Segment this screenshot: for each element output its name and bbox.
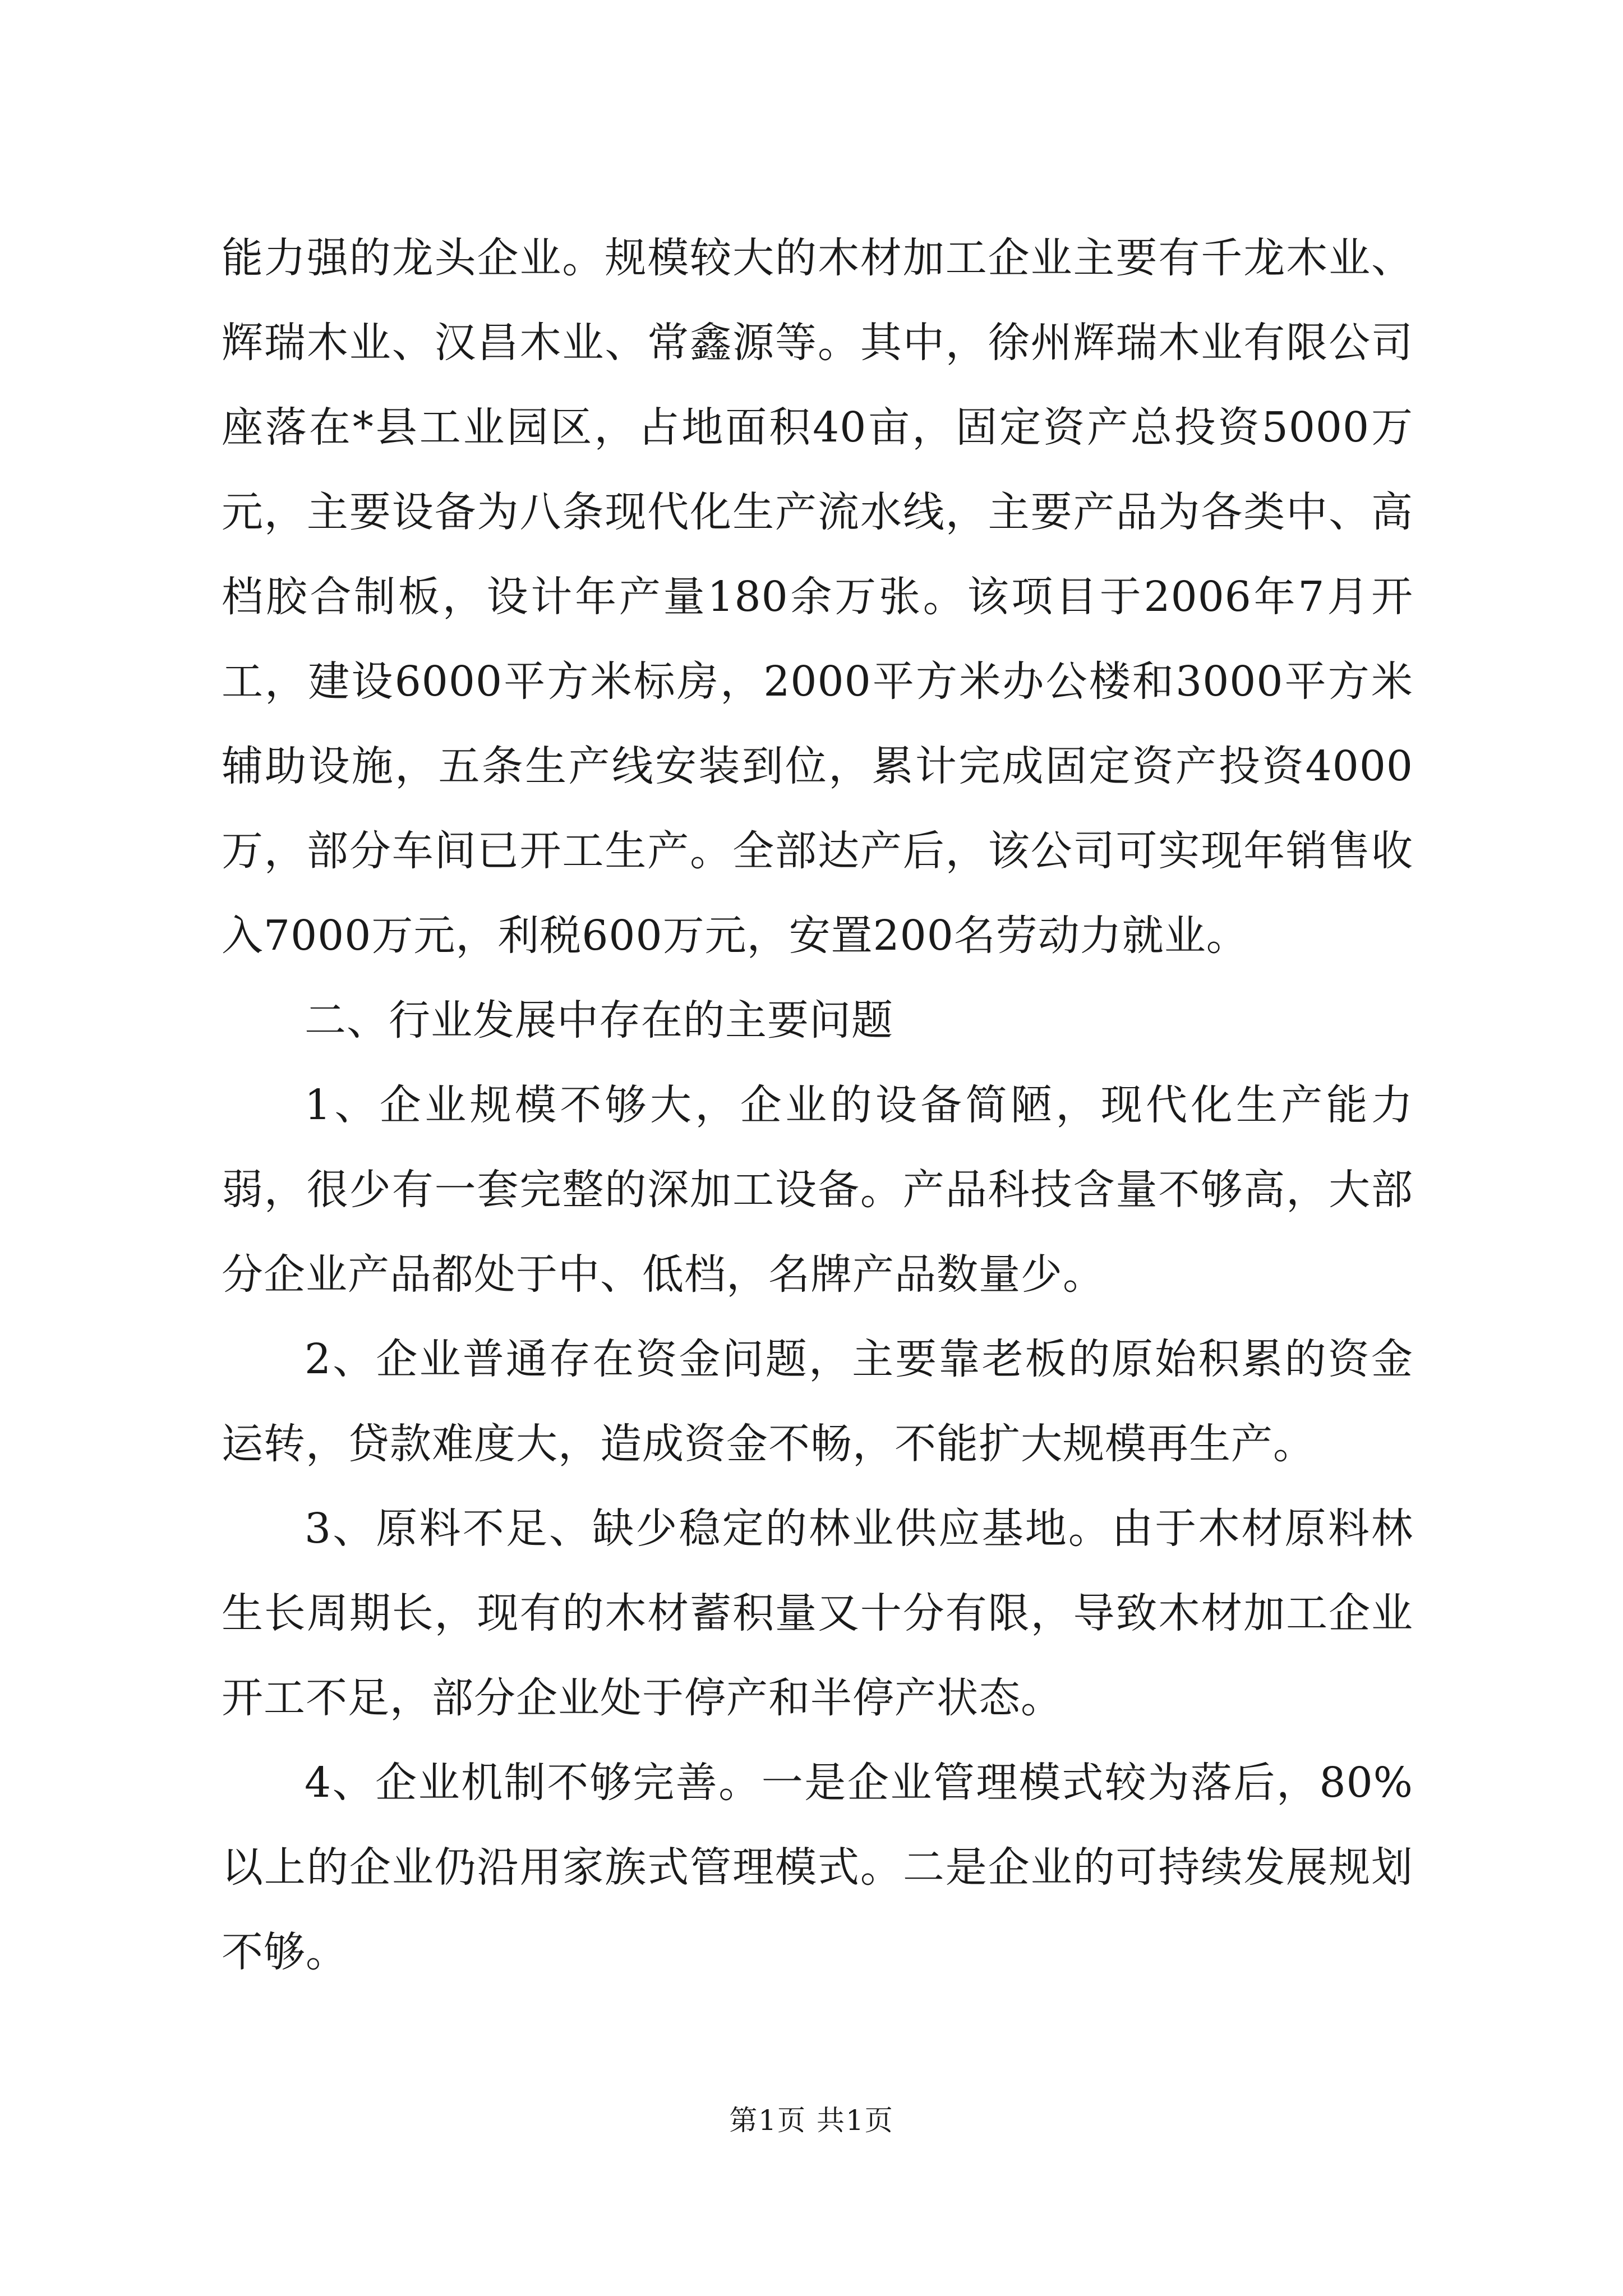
paragraph-issue-4: 4、企业机制不够完善。一是企业管理模式较为落后，80%以上的企业仍沿用家族式管理模式。二是企业的可持续发展规划不够。 [222, 1759, 1413, 1976]
document-body [222, 216, 1413, 1995]
paragraph-issue-2: 2、企业普通存在资金问题，主要靠老板的原始积累的资金运转，贷款难度大，造成资金不畅，不能扩大规模再生产。 [222, 1335, 1413, 1468]
paragraph-issue-1: 1、企业规模不够大，企业的设备简陋，现代化生产能力弱，很少有一套完整的深加工设备。产品科技含量不够高，大部分企业产品都处于中、低档，名牌产品数量少。 [222, 1081, 1413, 1299]
section-heading: 二、行业发展中存在的主要问题 [305, 996, 893, 1045]
page-number-footer: 第1页 共1页 [729, 2104, 894, 2137]
paragraph-continuation: 能力强的龙头企业。规模较大的木材加工企业主要有千龙木业、辉瑞木业、汉昌木业、常鑫源等。其中，徐州辉瑞木业有限公司座落在*县工业园区，占地面积40亩，固定资产总投资5000万元，主要设备为八条现代化生产流水线，主要产品为各类中、高档胶合制板，设计年产量180余万张。该项目于2006年7月开工，建设6000平方米标房，2000平方米办公楼和3000平方米辅助设施，五条生产线安装到位，累计完成固定资产投资4000万，部分车间已开工生产。全部达产后，该公司可实现年销售收入7000万元，利税600万元，安置200名劳动力就业。 [222, 234, 1413, 960]
paragraph-issue-3: 3、原料不足、缺少稳定的林业供应基地。由于木材原料林生长周期长，现有的木材蓄积量又十分有限，导致木材加工企业开工不足，部分企业处于停产和半停产状态。 [222, 1504, 1413, 1722]
